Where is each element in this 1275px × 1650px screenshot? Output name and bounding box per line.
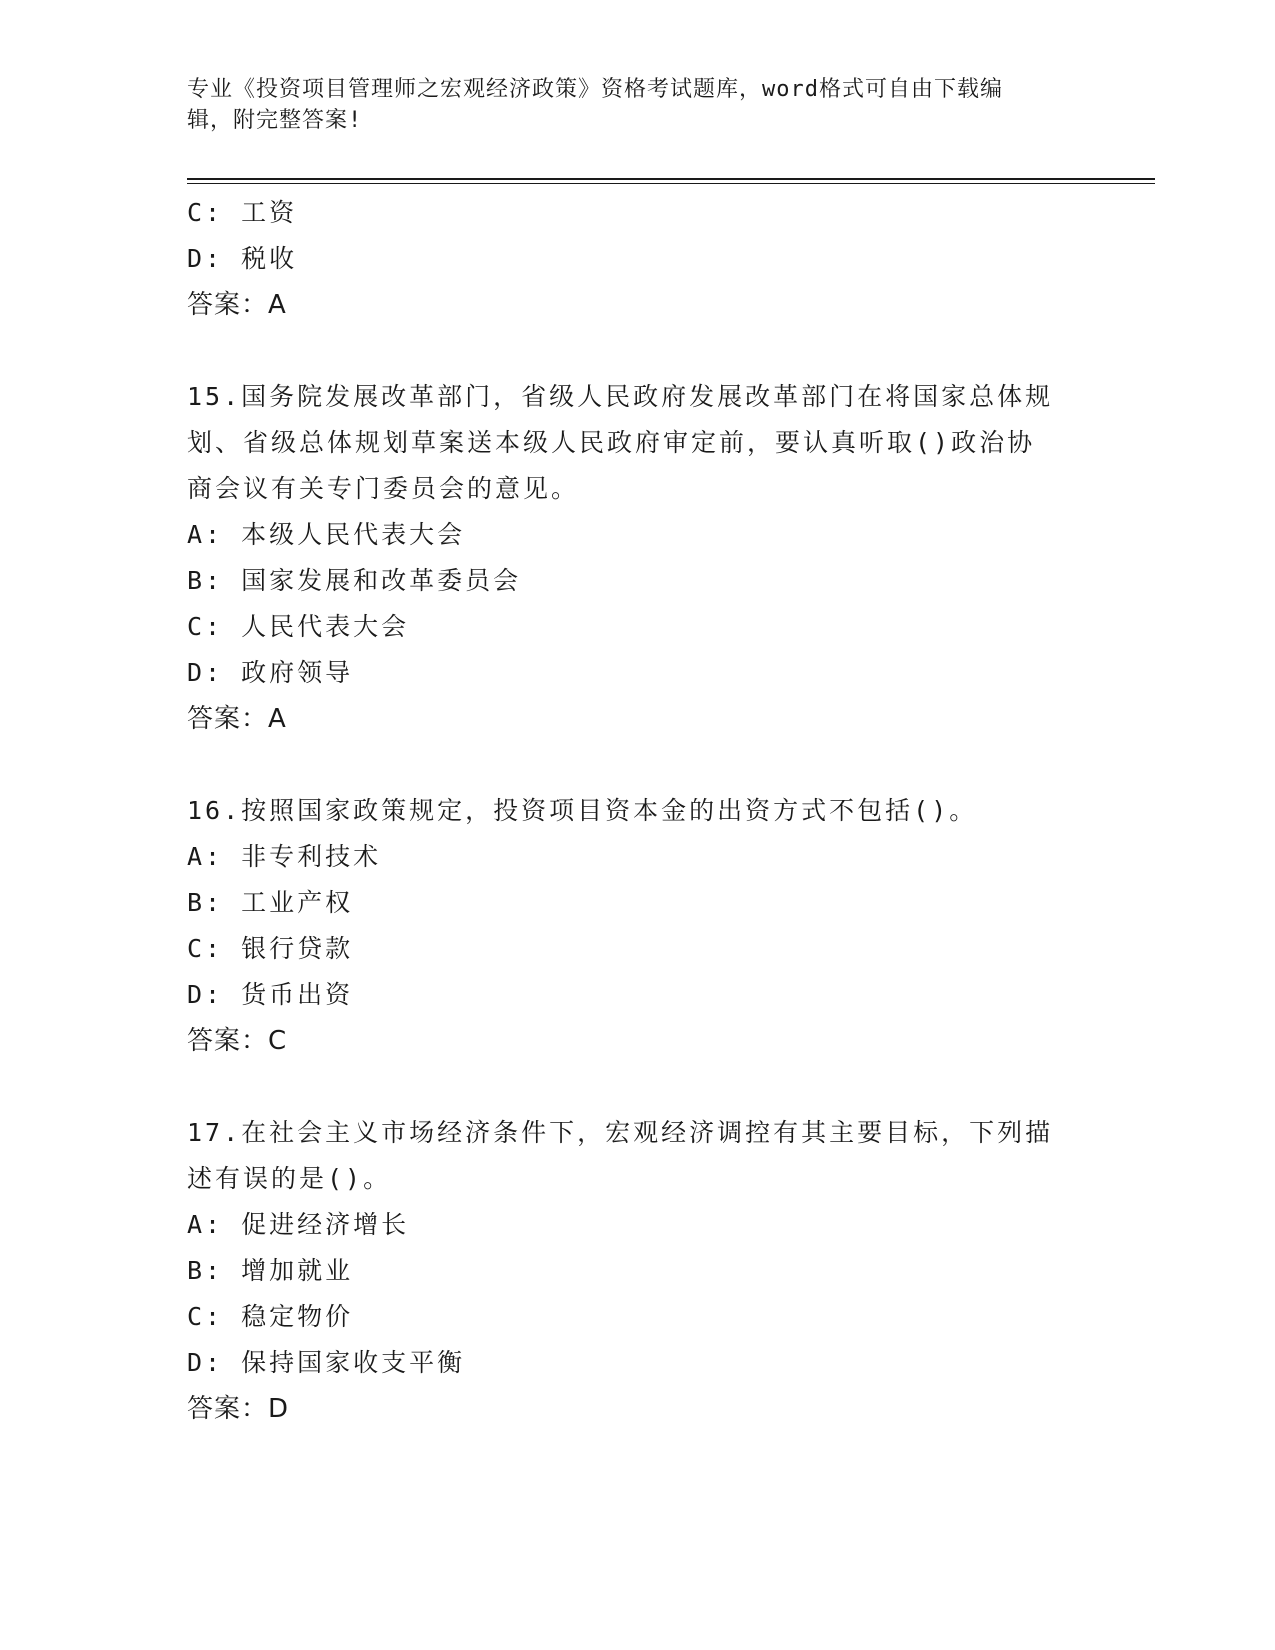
- answer-line: 答案：A: [187, 704, 287, 734]
- question-15: [187, 374, 1087, 742]
- option-b: B: 增加就业: [187, 1256, 354, 1285]
- option-c: C: 人民代表大会: [187, 612, 410, 641]
- document-header: [187, 74, 1067, 136]
- option-b: B: 工业产权: [187, 888, 354, 917]
- option-c: C: 工资: [187, 198, 298, 227]
- option-b: B: 国家发展和改革委员会: [187, 566, 522, 595]
- question-text-line: 17.在社会主义市场经济条件下，宏观经济调控有其主要目标，下列描: [187, 1118, 1054, 1147]
- option-a: A: 本级人民代表大会: [187, 520, 466, 549]
- answer-line: 答案：C: [187, 1026, 288, 1056]
- header-divider-thin: [187, 183, 1155, 184]
- option-d: D: 税收: [187, 244, 298, 273]
- question-14-tail: [187, 190, 1087, 328]
- spacer: [187, 742, 1087, 788]
- question-text-line: 16.按照国家政策规定，投资项目资本金的出资方式不包括()。: [187, 796, 978, 825]
- answer-line: 答案：D: [187, 1394, 290, 1424]
- spacer: [187, 1064, 1087, 1110]
- question-text-line: 述有误的是()。: [187, 1164, 392, 1193]
- option-a: A: 促进经济增长: [187, 1210, 410, 1239]
- header-line-1: 专业《投资项目管理师之宏观经济政策》资格考试题库，word格式可自由下载编: [187, 77, 1003, 102]
- question-text-line: 15.国务院发展改革部门，省级人民政府发展改革部门在将国家总体规: [187, 382, 1054, 411]
- answer-line: 答案：A: [187, 290, 287, 320]
- question-content: [187, 190, 1087, 1432]
- option-a: A: 非专利技术: [187, 842, 382, 871]
- question-text-line: 商会议有关专门委员会的意见。: [187, 474, 580, 503]
- question-16: [187, 788, 1087, 1064]
- header-line-2: 辑，附完整答案!: [187, 108, 363, 133]
- question-17: [187, 1110, 1087, 1432]
- option-c: C: 银行贷款: [187, 934, 354, 963]
- question-text-line: 划、省级总体规划草案送本级人民政府审定前，要认真听取()政治协: [187, 428, 1036, 457]
- option-d: D: 政府领导: [187, 658, 354, 687]
- header-divider-thick: [187, 178, 1155, 180]
- spacer: [187, 328, 1087, 374]
- option-d: D: 货币出资: [187, 980, 354, 1009]
- option-c: C: 稳定物价: [187, 1302, 354, 1331]
- option-d: D: 保持国家收支平衡: [187, 1348, 466, 1377]
